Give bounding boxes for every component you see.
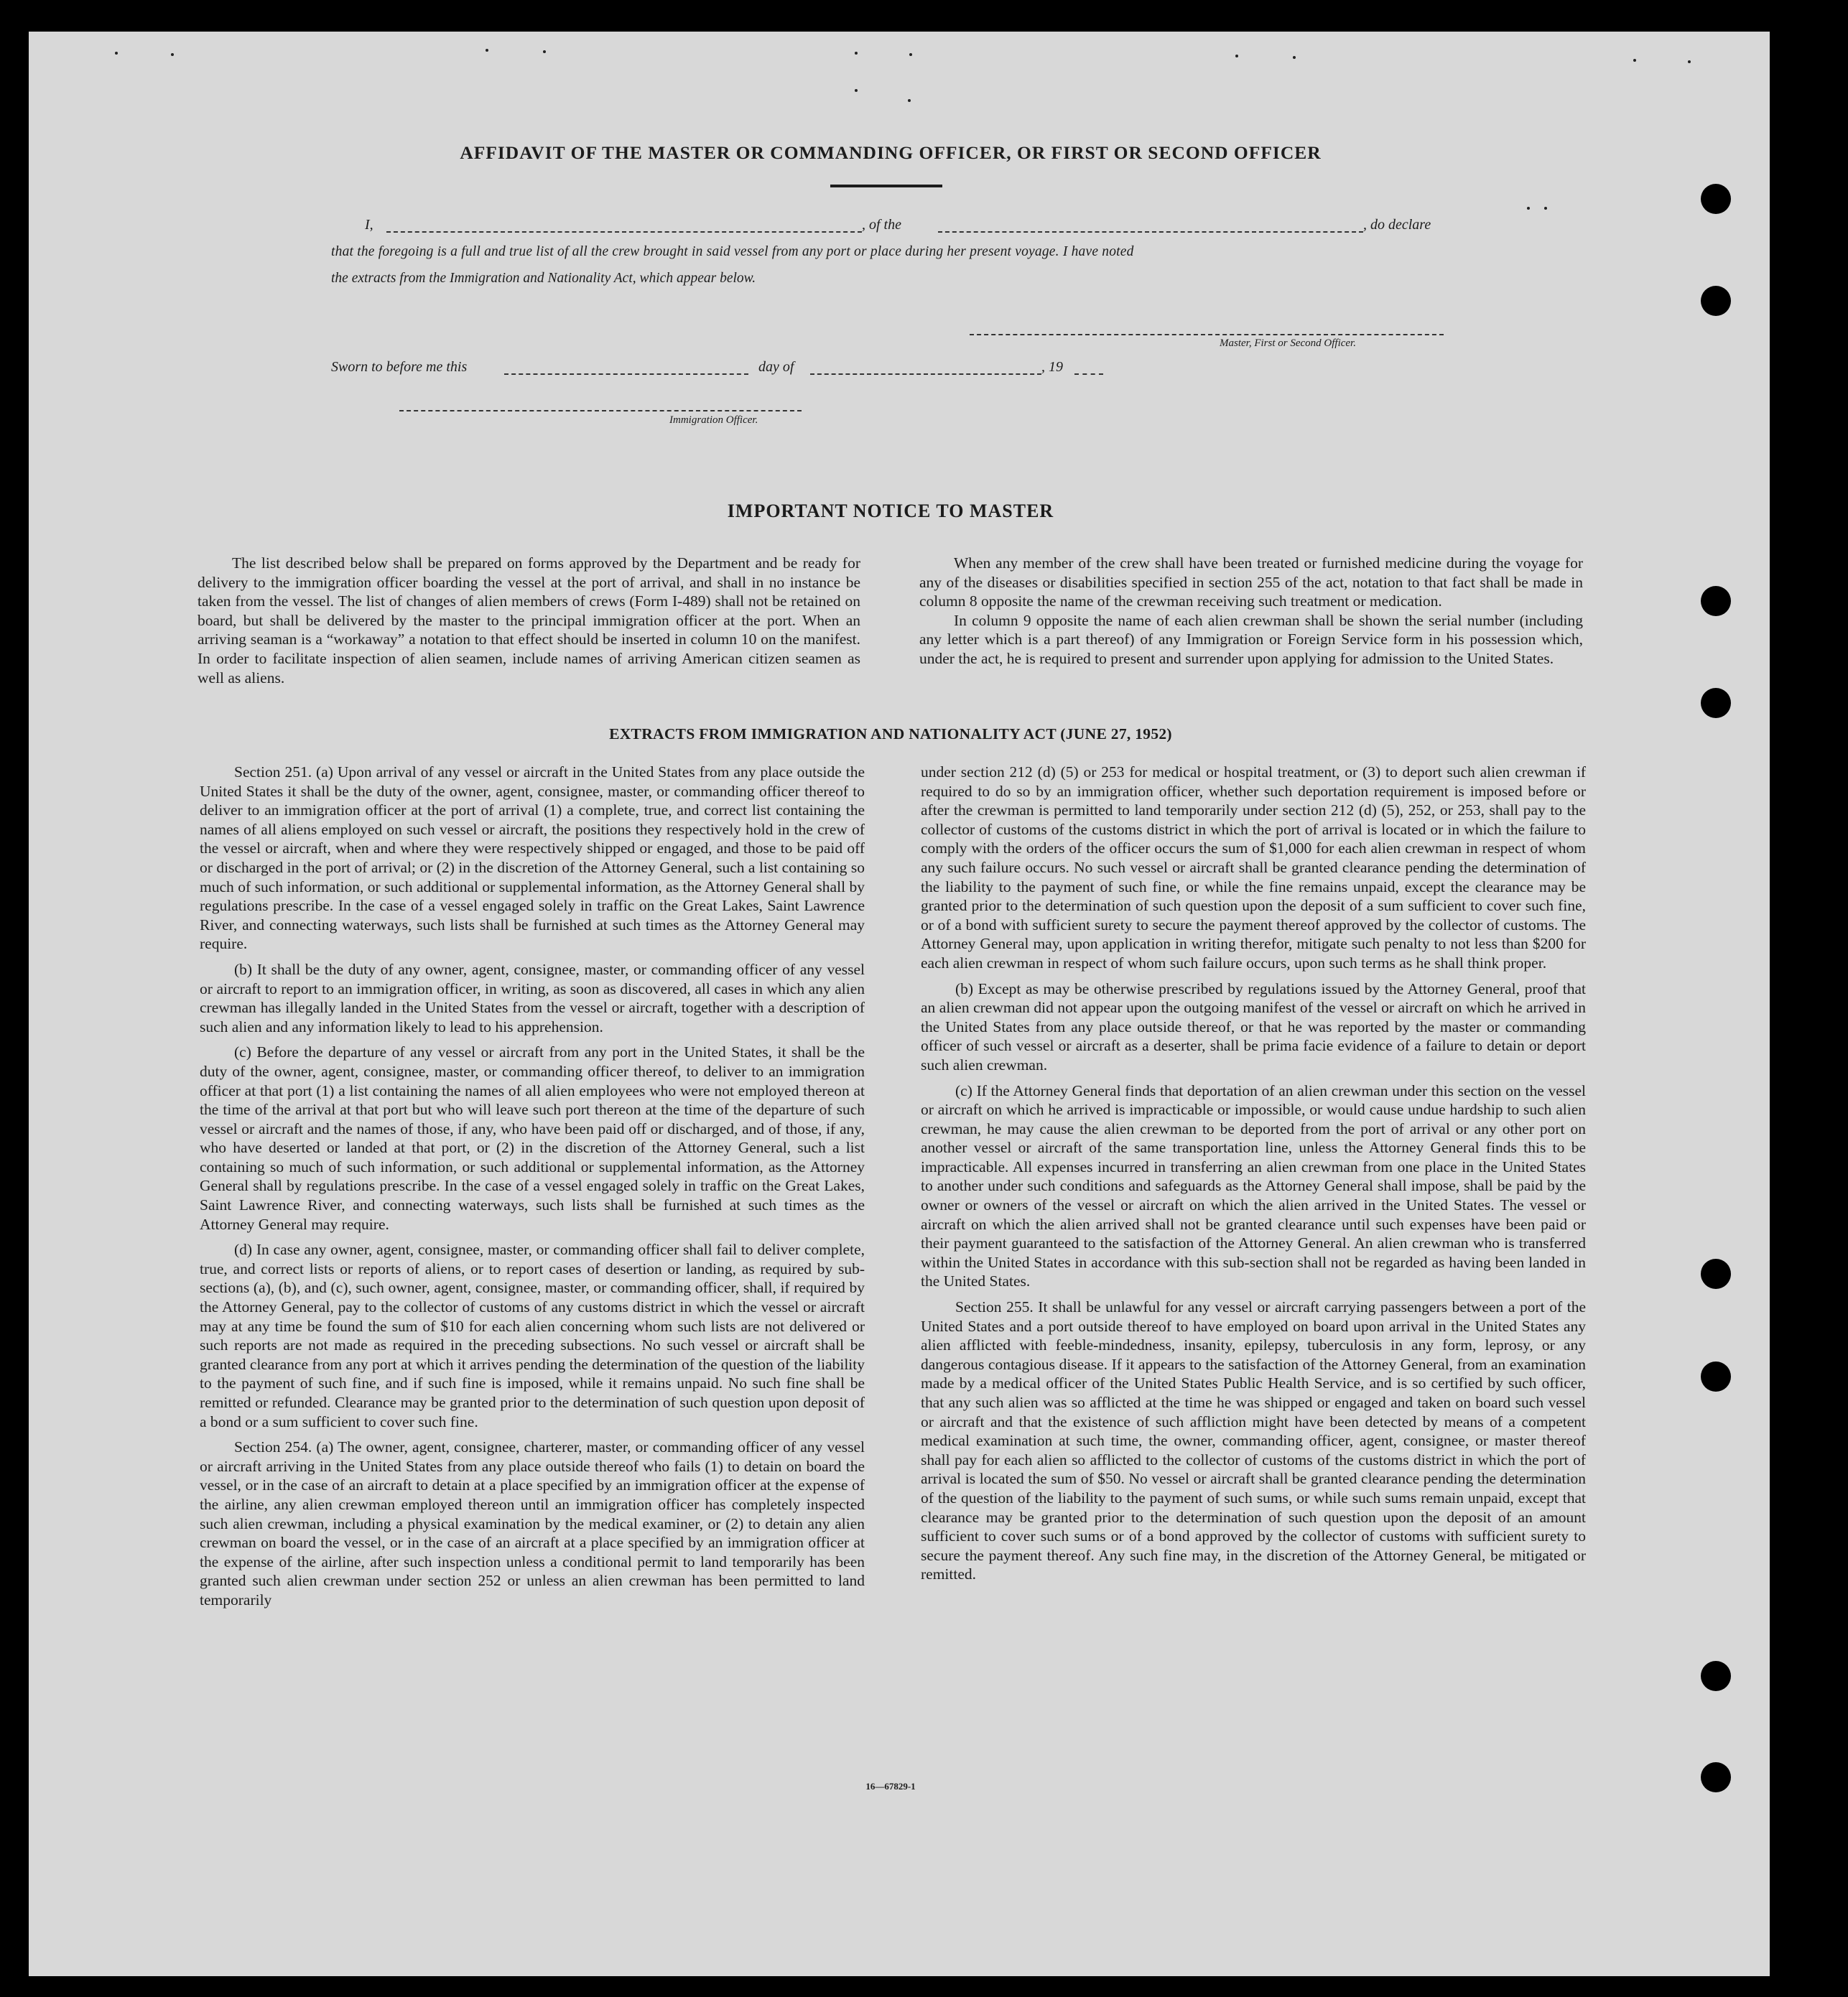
affidavit-statement-line3: the extracts from the Immigration and Nationality Act, which appear below. [331,271,756,286]
notice-right-paragraph-1: When any member of the crew shall have been treated or furnished medicine during the voyage for any of the diseases or disabilities specified in section 255 of the act, notation to that fact shall be made in column 8 opposite the name of the crewman receiving such treatment or medication. [919,554,1583,610]
section-251-b: (b) It shall be the duty of any owner, agent, consignee, master, or commanding officer of any vessel or aircraft to report to an immigration officer, in writing, as soon as discovered, all cases in which any alien crewman has illegally landed in the United States from the vessel or aircraft, together with a description of such alien and any information likely to lead to his apprehension. [200,960,865,1035]
affidavit-title: AFFIDAVIT OF THE MASTER OR COMMANDING OFFICER, OR FIRST OR SECOND OFFICER [460,142,1322,163]
title-rule [830,185,942,187]
notice-title: IMPORTANT NOTICE TO MASTER [727,501,1054,521]
of-the-label: , of the [862,217,901,233]
extracts-title: EXTRACTS FROM IMMIGRATION AND NATIONALITY ACT (JUNE 27, 1952) [609,725,1172,743]
punch-hole [1701,586,1731,616]
sworn-label: Sworn to before me this [331,359,468,375]
punch-hole [1701,1361,1731,1392]
section-254-a: Section 254. (a) The owner, agent, consignee, charterer, master, or commanding officer of any vessel or aircraft arriving in the United States from any place outside thereof who fails (1) to detain on board the vessel, or in the case of an aircraft to detain at a place specified by an immigration officer at the expense of the airline, any alien crewman employed thereon until an immigration officer has completely inspected such alien crewman, including a physical examination by the medical examiner, or (2) to detain any alien crewman on board the vessel, or in the case of an aircraft at a place specified by an immigration officer at the expense of the airline, after such inspection unless a conditional permit to land temporarily has been granted such alien crewman under section 252 or unless an alien crewman has been permitted to land temporarily [200,1438,865,1609]
master-signature-label: Master, First or Second Officer. [1220,338,1356,349]
sworn-day-field[interactable] [504,373,748,375]
punch-hole [1701,1661,1731,1691]
position-field[interactable] [938,231,1363,233]
declarant-label: I, [365,217,373,233]
sworn-year-field[interactable] [1074,373,1103,375]
affidavit-statement-line2: that the foregoing is a full and true list of all the crew brought in said vessel from any port or place during her present voyage. I have noted [331,244,1134,259]
section-251-d: (d) In case any owner, agent, consignee, master, or commanding officer shall fail to deliver complete, true, and correct lists or reports of aliens, or to report cases of desertion or landing, as required by sub-sections (a), (b), and (c), such owner, agent, consignee, master, or commanding officer, shall, if required by the Attorney General, pay to the collector of customs of any customs district in which the vessel or aircraft may at any time be found the sum of $10 for each alien concerning whom such lists are not delivered or such reports are not made as required in the preceding subsections. No such vessel or aircraft shall be granted clearance from any port at which it arrives pending the determination of the question of the liability to the payment of such fine, and if such fine is imposed, while it remains unpaid. No such fine shall be remitted or refunded. Clearance may be granted prior to the determination of such question upon deposit of a bond or a sum sufficient to cover such fine. [200,1241,865,1430]
punch-hole [1701,1259,1731,1289]
notice-left-paragraph: The list described below shall be prepared on forms approved by the Department and be ready for delivery to the immigration officer boarding the vessel at the port of arrival, and shall in no instance be taken from the vessel. The list of changes of alien members of crews (Form I-489) shall not be retained on board, but shall be delivered by the master to the principal immigration officer at the port. When an arriving seaman is a “workaway” a notation to that effect should be inserted in column 10 on the manifest. In order to facilitate inspection of alien seamen, include names of arriving American citizen seamen as well as aliens. [198,554,860,686]
notice-left-column [198,554,860,687]
officer-signature-label: Immigration Officer. [669,414,758,426]
punch-hole [1701,1762,1731,1792]
punch-hole [1701,688,1731,718]
sworn-month-field[interactable] [810,373,1041,375]
notice-right-column [919,554,1583,669]
officer-signature-line[interactable] [399,410,802,411]
punch-hole [1701,184,1731,214]
extracts-right-column [921,763,1586,1591]
section-251-c: (c) Before the departure of any vessel or aircraft from any port in the United States, it shall be the duty of the owner, agent, consignee, master, or commanding officer thereof, to deliver to an immigration officer at that port (1) a list containing the names of all alien employees who were not employed thereon at the time of the arrival at that port but who will leave such port thereon at the time of the departure of such vessel or aircraft and the names of those, if any, who have been paid off or discharged, and of those, if any, who have deserted or landed at that port, or (2) in the discretion of the Attorney General, such a list containing so much of such information, or such additional or supplemental information, as the Attorney General shall by regulations prescribe. In the case of a vessel engaged solely in traffic on the Great Lakes, Saint Lawrence River, and connecting waterways, such lists shall be furnished at such times as the Attorney General may require. [200,1043,865,1233]
day-of-label: day of [758,359,794,375]
declarant-name-field[interactable] [386,231,862,233]
section-254-b: (b) Except as may be otherwise prescribed by regulations issued by the Attorney General, proof that an alien crewman did not appear upon the outgoing manifest of the vessel or aircraft on which he arrived in the United States from any place outside thereof, or that he was reported by the master or commanding officer of such vessel or aircraft as a deserter, shall be prima facie evidence of a failure to detain or deport such alien crewman. [921,979,1586,1074]
extracts-left-column [200,763,865,1616]
punch-hole [1701,286,1731,316]
do-declare-label: , do declare [1363,217,1431,233]
year-label: , 19 [1041,359,1063,375]
master-signature-line[interactable] [970,334,1444,335]
section-254-a-continued: under section 212 (d) (5) or 253 for medical or hospital treatment, or (3) to deport such alien crewman if required to do so by an immigration officer, whether such deportation requirement is imposed before or after the crewman is permitted to land temporarily under section 212 (d) (5), 252, or 253, shall pay to the collector of customs of the customs district in which the port of arrival is located or in which the failure to comply with the orders of the officer occurs the sum of $1,000 for each alien crewman in respect of whom any such failure occurs. No such vessel or aircraft shall be granted clearance pending the determination of the liability to the payment of such fine, or while the fine remains unpaid, except the clearance may be granted prior to the determination of such question upon the deposit of a sum sufficient to cover such fine, or of a bond with sufficient surety to secure the payment thereof approved by the collector of customs. The Attorney General may, upon application in writing therefor, mitigate such penalty to not less than $200 for each alien crewman in respect of whom such failure occurs, upon such terms as he shall think proper. [921,763,1586,972]
form-number: 16—67829-1 [865,1781,916,1792]
notice-right-paragraph-2: In column 9 opposite the name of each alien crewman shall be shown the serial number (including any letter which is a part thereof) of any Immigration or Foreign Service form in his possession which, under the act, he is required to present and surrender upon applying for admission to the United States. [919,611,1583,667]
section-251-a: Section 251. (a) Upon arrival of any vessel or aircraft in the United States from any place outside the United States it shall be the duty of the owner, agent, consignee, master, or commanding officer thereof to deliver to an immigration officer at the port of arrival (1) a complete, true, and correct list containing the names of all aliens employed on such vessel or aircraft, the positions they respectively hold in the crew of the vessel or aircraft, when and where they were respectively shipped or engaged, and those to be paid off or discharged in the port of arrival; or (2) in the discretion of the Attorney General, such a list containing so much of such information, or such additional or supplemental information, as the Attorney General shall by regulations prescribe. In the case of a vessel engaged solely in traffic on the Great Lakes, Saint Lawrence River, and connecting waterways, such lists shall be furnished at such times as the Attorney General may require. [200,763,865,953]
section-255: Section 255. It shall be unlawful for any vessel or aircraft carrying passengers between a port of the United States and a port outside thereof to have employed on board upon arrival in the United States any alien afflicted with feeble-mindedness, insanity, epilepsy, tuberculosis in any form, leprosy, or any dangerous contagious disease. If it appears to the satisfaction of the Attorney General, from an examination made by a medical officer of the United States Public Health Service, and is so certified by such officer, that any such alien was so afflicted at the time he was shipped or engaged and taken on board such vessel or aircraft and that the existence of such affliction might have been detected by means of a competent medical examination at such time, the owner, commanding officer, agent, consignee, or master thereof shall pay for each alien so afflicted to the collector of customs of the customs district in which the port of arrival is located the sum of $50. No vessel or aircraft shall be granted clearance pending the determination of the question of the liability to the payment of such sums, or while such sums remain unpaid, except that clearance may be granted prior to the determination of such question upon the deposit of an amount sufficient to cover such sums or of a bond approved by the collector of customs with sufficient surety to secure the payment thereof. Any such fine may, in the discretion of the Attorney General, be mitigated or remitted. [921,1298,1586,1583]
section-254-c: (c) If the Attorney General finds that deportation of an alien crewman under this section on the vessel or aircraft on which he arrived is impracticable or impossible, or would cause undue hardship to such alien crewman, he may cause the alien crewman to be deported from the port of arrival or any other port on another vessel or aircraft of the same transportation line, unless the Attorney General finds this to be impracticable. All expenses incurred in transferring an alien crewman from one place in the United States to another under such conditions and safeguards as the Attorney General shall impose, shall be paid by the owner or owners of the vessel or aircraft on which the alien arrived in the United States. The vessel or aircraft on which the alien arrived shall not be granted clearance until such expenses have been paid or their payment guaranteed to the satisfaction of the Attorney General. An alien crewman who is transferred within the United States in accordance with this sub-section shall not be regarded as having been landed in the United States. [921,1081,1586,1290]
